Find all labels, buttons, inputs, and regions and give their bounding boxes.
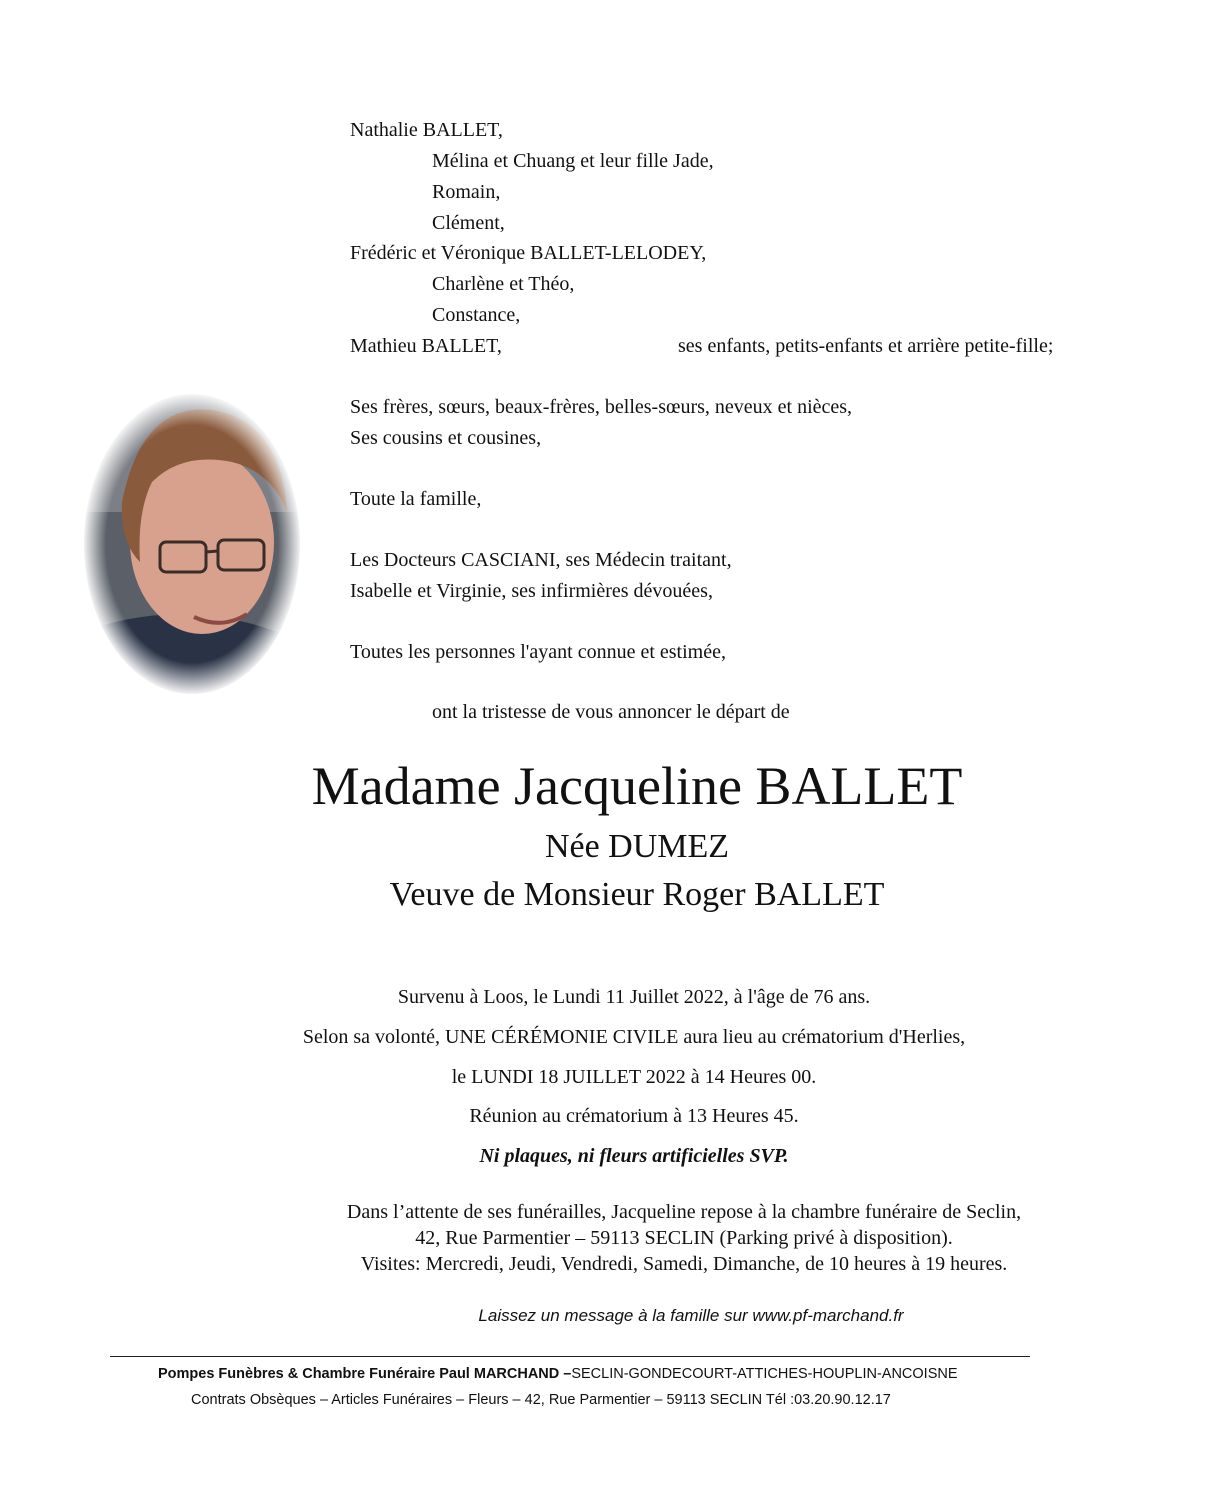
death-details: Survenu à Loos, le Lundi 11 Juillet 2022, à l'âge de 76 ans. [397, 986, 871, 1008]
family-line-charlene: Charlène et Théo, [432, 273, 575, 295]
cousins-line: Ses cousins et cousines, [350, 427, 542, 449]
website-message: Laissez un message à la famille sur www.pf-marchand.fr [478, 1306, 904, 1325]
all-people-line: Toutes les personnes l'ayant connue et estimée, [350, 641, 726, 663]
ceremony-details: Selon sa volonté, UNE CÉRÉMONIE CIVILE aura lieu au crématorium d'Herlies, [302, 1026, 966, 1048]
widow-of: Veuve de Monsieur Roger BALLET [389, 876, 885, 913]
family-line-clement: Clément, [432, 212, 505, 234]
footer-company-name: Pompes Funèbres & Chambre Funéraire Paul MARCHAND – [158, 1366, 572, 1382]
family-line-nathalie: Nathalie BALLET, [350, 119, 503, 141]
ceremony-date: le LUNDI 18 JUILLET 2022 à 14 Heures 00. [451, 1066, 817, 1088]
footer-divider [110, 1356, 1030, 1357]
footer-company [158, 1363, 958, 1385]
no-flowers-notice: Ni plaques, ni fleurs artificielles SVP. [479, 1145, 789, 1167]
family-line-romain: Romain, [432, 181, 501, 203]
footer-company-towns: SECLIN-GONDECOURT-ATTICHES-HOUPLIN-ANCOISNE [571, 1366, 958, 1382]
footer-services: Contrats Obsèques – Articles Funéraires – Fleurs – 42, Rue Parmentier – 59113 SECLIN Tél :03.20.90.12.17 [191, 1392, 891, 1408]
family-relation: ses enfants, petits-enfants et arrière petite-fille; [678, 335, 1054, 357]
meeting-time: Réunion au crématorium à 13 Heures 45. [469, 1105, 799, 1127]
deceased-name: Madame Jacqueline BALLET [311, 756, 963, 816]
family-line-melina: Mélina et Chuang et leur fille Jade, [432, 150, 714, 172]
siblings-line: Ses frères, sœurs, beaux-frères, belles-sœurs, neveux et nièces, [350, 396, 853, 418]
doctors-line: Les Docteurs CASCIANI, ses Médecin traitant, [350, 549, 732, 571]
announce-line: ont la tristesse de vous annoncer le départ de [432, 701, 790, 723]
whole-family-line: Toute la famille, [350, 488, 482, 510]
visitation-line-1: Dans l’attente de ses funérailles, Jacqueline repose à la chambre funéraire de Seclin, [346, 1201, 1022, 1223]
visitation-line-2: 42, Rue Parmentier – 59113 SECLIN (Parking privé à disposition). [415, 1227, 953, 1249]
family-line-mathieu: Mathieu BALLET, [350, 335, 502, 357]
portrait-photo [82, 392, 302, 697]
family-line-constance: Constance, [432, 304, 521, 326]
visitation-line-3: Visites: Mercredi, Jeudi, Vendredi, Samedi, Dimanche, de 10 heures à 19 heures. [360, 1253, 1008, 1275]
family-line-frederic: Frédéric et Véronique BALLET-LELODEY, [350, 242, 707, 264]
nurses-line: Isabelle et Virginie, ses infirmières dévouées, [350, 580, 713, 602]
birth-name: Née DUMEZ [544, 828, 730, 865]
